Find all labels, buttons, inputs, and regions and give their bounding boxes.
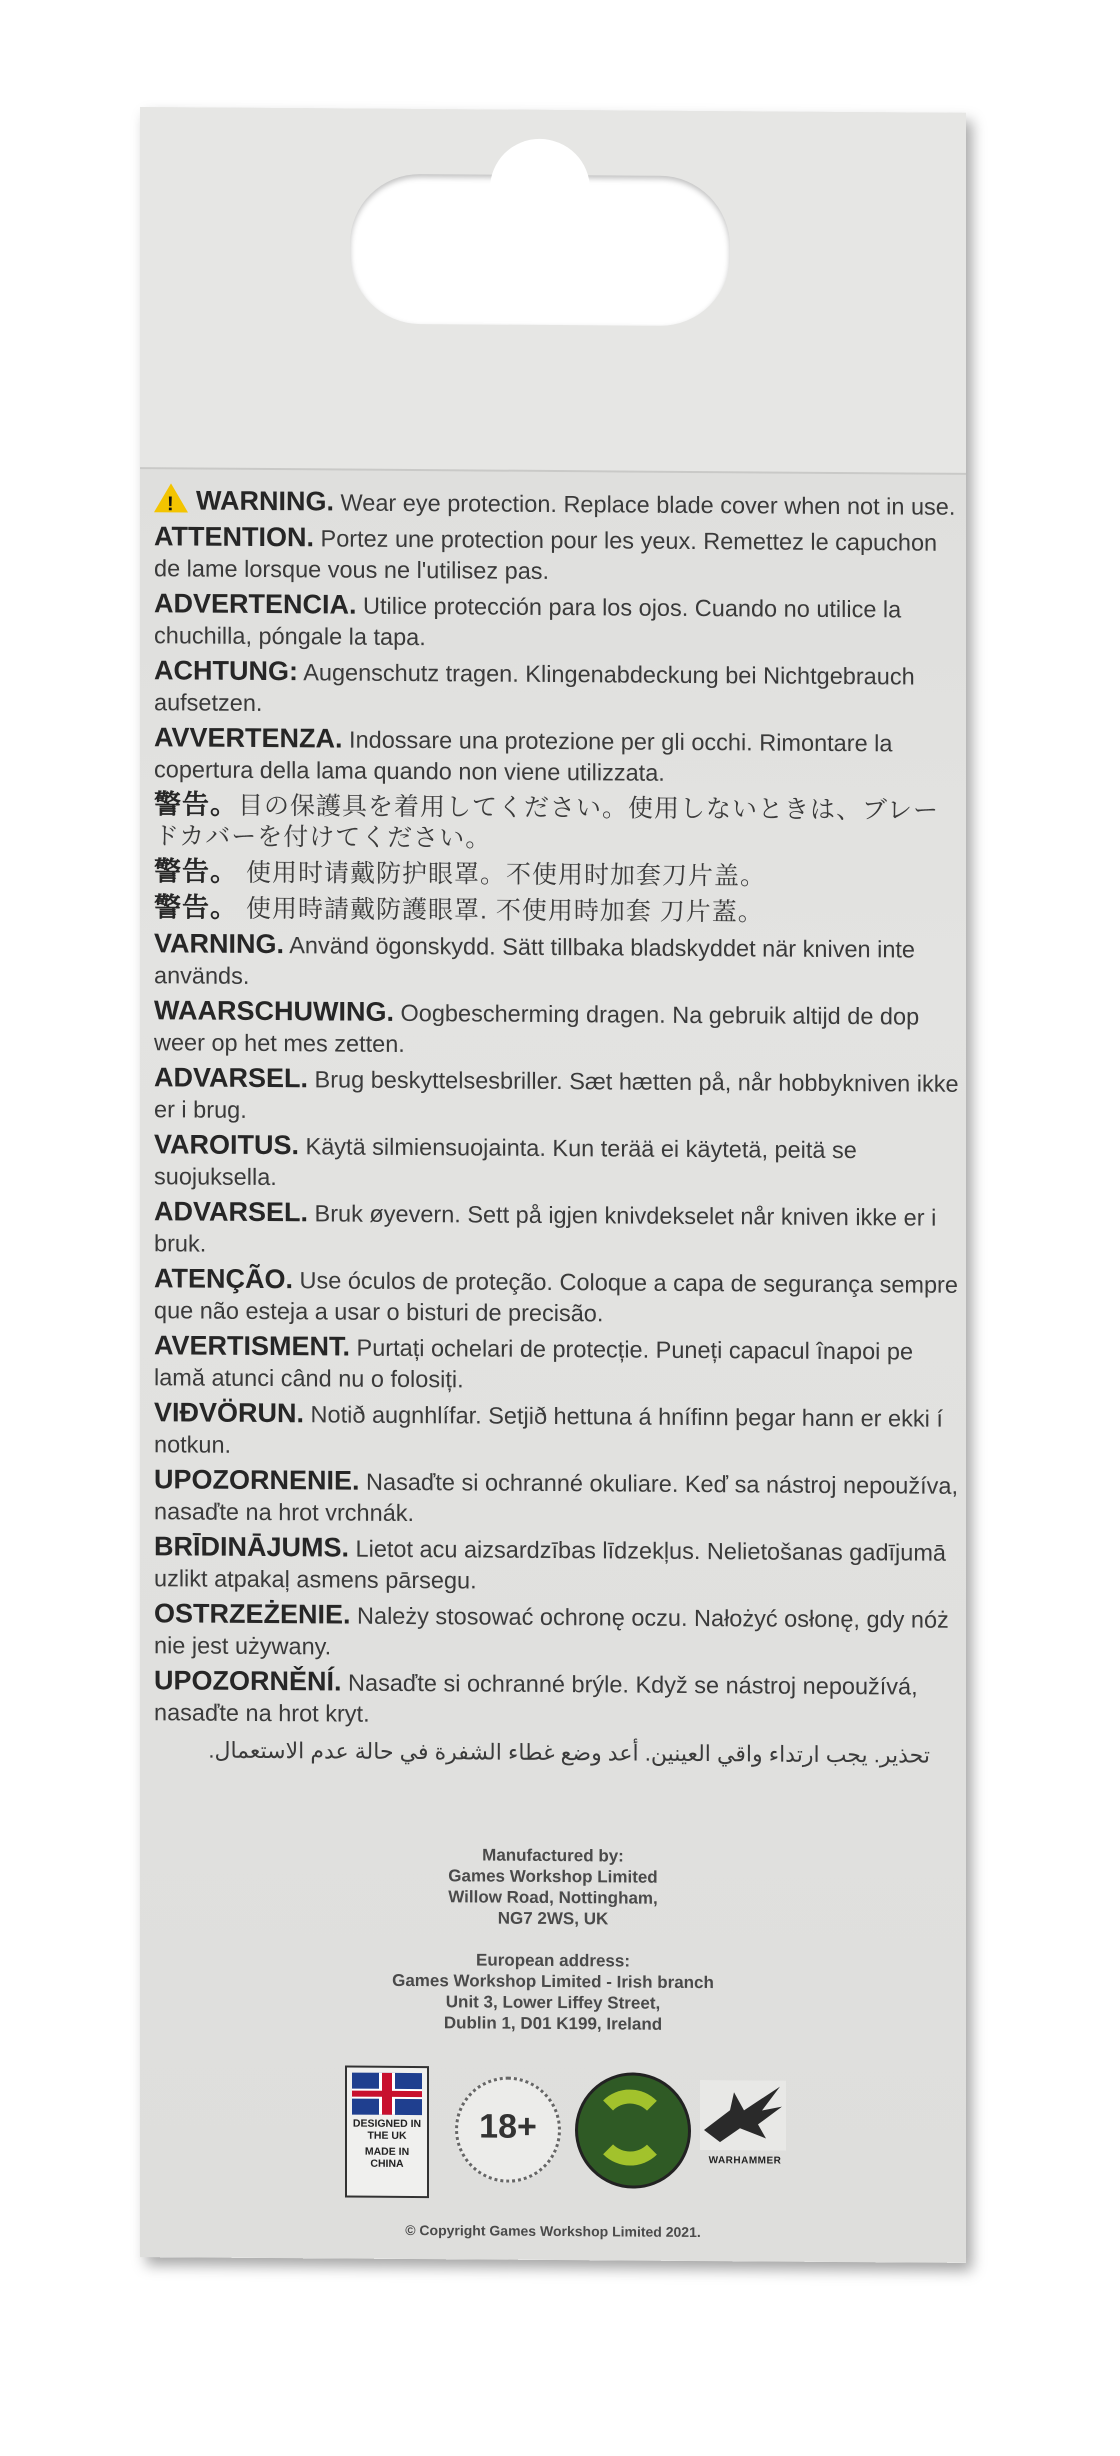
hang-tab bbox=[140, 107, 966, 475]
compliance-logos bbox=[345, 2066, 782, 2199]
address-line: NG7 2WS, UK bbox=[497, 1908, 609, 1929]
warning-lv: BRĪDINĀJUMS. Lietot acu aizsardzības līdzekļus. Nelietošanas gadījumā uzlikt atpakaļ asmens pārsegu. bbox=[154, 1531, 946, 1594]
warning-ro: AVERTISMENT. Purtați ochelari de protecție. Puneți capacul înapoi pe lamă atunci când nu o folosiți. bbox=[154, 1330, 914, 1393]
warning-is: VIÐVÖRUN. Notið augnhlífar. Setjið hettuna á hnífinn þegar hann er ekki í notkun. bbox=[154, 1397, 943, 1458]
address-line: Games Workshop Limited bbox=[448, 1866, 658, 1887]
manufacturer-heading: Manufactured by: bbox=[482, 1845, 624, 1866]
warning-no: ADVARSEL. Bruk øyevern. Sett på igjen knivdekselet når kniven ikke er i bruk. bbox=[154, 1196, 937, 1257]
european-address bbox=[140, 1947, 966, 2037]
warning-de: ACHTUNG: Augenschutz tragen. Klingenabdeckung bei Nichtgebrauch aufsetzen. bbox=[154, 655, 915, 716]
warning-fi: VAROITUS. Käytä silmiensuojainta. Kun terää ei käytetä, peitä se suojuksella. bbox=[154, 1129, 857, 1191]
warning-pt: ATENÇÃO. Use óculos de proteção. Coloque a capa de segurança sempre que não esteja a usar o bisturi de precisão. bbox=[154, 1263, 958, 1327]
warning-sv: VARNING. Använd ögonskydd. Sätt tillbaka bladskyddet när kniven inte används. bbox=[154, 928, 916, 989]
address-line: Games Workshop Limited - Irish branch bbox=[392, 1970, 714, 1993]
warning-zh-hans: 警告。 使用时请戴防护眼罩。不使用时加套刀片盖。 bbox=[154, 856, 766, 891]
copyright-notice: © Copyright Games Workshop Limited 2021. bbox=[405, 2221, 701, 2241]
address-line: Unit 3, Lower Liffey Street, bbox=[445, 1992, 661, 2013]
product-backing-card bbox=[140, 107, 966, 2263]
union-flag-icon bbox=[352, 2073, 422, 2115]
warning-en: ! WARNING. Wear eye protection. Replace blade cover when not in use. bbox=[154, 483, 964, 523]
warning-ar: تحذير. يجب ارتداء واقي العينين. أعد وضع غطاء الشفرة في حالة عدم الاستعمال. bbox=[208, 1737, 930, 1768]
warning-sk: UPOZORNENIE. Nasaďte si ochranné okuliare. Keď sa nástroj nepoužíva, nasaďte na hrot vrchnák. bbox=[154, 1464, 958, 1527]
green-dot-recycling-icon bbox=[575, 2072, 691, 2189]
warning-zh-hant: 警告。 使用時請戴防護眼罩. 不使用時加套 刀片蓋。 bbox=[154, 892, 764, 927]
age-rating-icon: 18+ bbox=[455, 2076, 561, 2183]
warning-nl: WAARSCHUWING. Oogbescherming dragen. Na gebruik altijd de dop weer op het mes zetten. bbox=[154, 995, 920, 1057]
european-heading: European address: bbox=[476, 1950, 630, 1971]
aquila-icon bbox=[700, 2080, 786, 2151]
warning-it: AVVERTENZA. Indossare una protezione per gli occhi. Rimontare la copertura della lama quando non viene utilizzata. bbox=[154, 722, 893, 786]
warning-es: ADVERTENCIA. Utilice protección para los ojos. Cuando no utilice la chuchilla, póngale la tapa. bbox=[154, 588, 902, 651]
warning-da: ADVARSEL. Brug beskyttelsesbriller. Sæt hætten på, når hobbykniven ikke er i brug. bbox=[154, 1062, 959, 1123]
address-line: Dublin 1, D01 K199, Ireland bbox=[443, 2013, 663, 2034]
designed-in-uk-badge: DESIGNED IN THE UK MADE IN CHINA bbox=[345, 2066, 429, 2199]
warning-cs: UPOZORNĚNÍ. Nasaďte si ochranné brýle. Když se nástroj nepoužívá, nasaďte na hrot kryt. bbox=[154, 1665, 918, 1727]
hang-hole bbox=[350, 174, 730, 327]
warhammer-logo: WARHAMMER bbox=[700, 2080, 790, 2181]
warning-list bbox=[154, 483, 964, 1775]
address-line: Willow Road, Nottingham, bbox=[448, 1887, 658, 1908]
warning-pl: OSTRZEŻENIE. Należy stosować ochronę oczu. Nałożyć osłonę, gdy nóż nie jest używany. bbox=[154, 1598, 949, 1660]
warning-triangle-icon: ! bbox=[154, 483, 188, 512]
warning-fr: ATTENTION. Portez une protection pour les yeux. Remettez le capuchon de lame lorsque vous ne l'utilisez pas. bbox=[154, 521, 938, 584]
warning-ja: 警告。目の保護具を着用してください。使用しないときは、ブレードカバーを付けてください。 bbox=[154, 789, 940, 853]
manufacturer-address bbox=[140, 1842, 966, 1932]
